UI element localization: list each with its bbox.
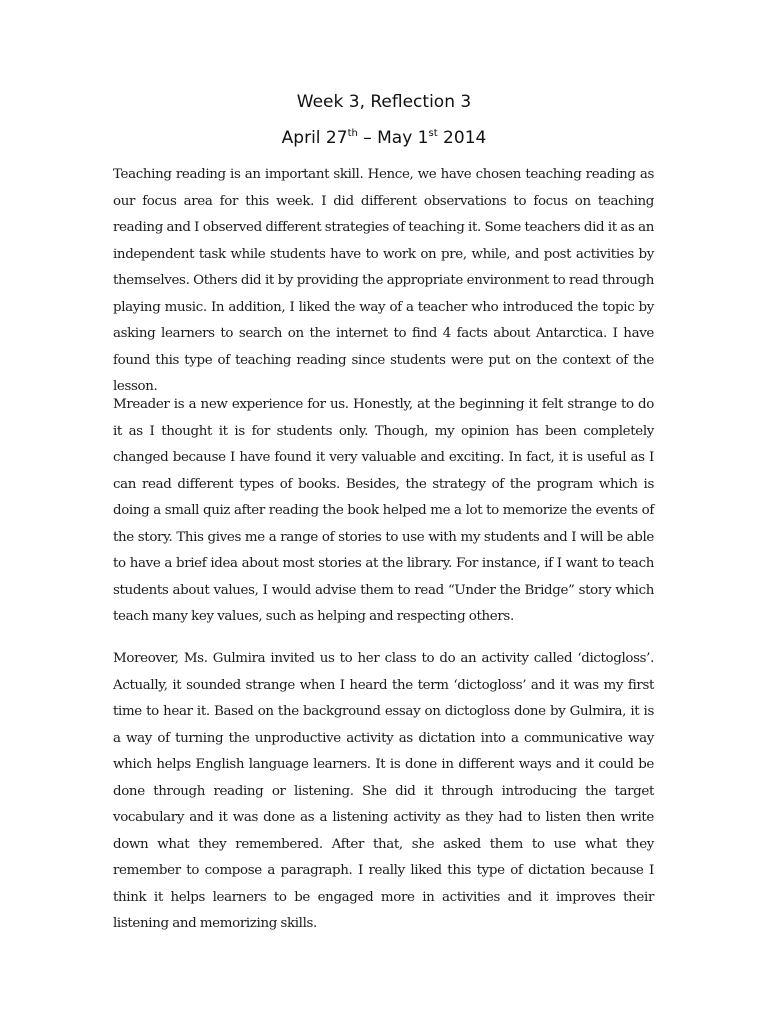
paragraph-dictogloss: Moreover, Ms. Gulmira invited us to her class to do an activity called ‘dictogloss’. Actually, it sounded strange when I heard the term ‘dictogloss’ and it was my first time to hear it. Based on the background essay on dictogloss done by Gulmira, it is a way of turning the unproductive activity as dictation into a communicative way which helps English language learners. It is done in different ways and it could be done through reading or listening. She did it through introducing the target vocabulary and it was done as a listening activity as they had to listen then write down what they remembered. After that, she asked them to use what they remember to compose a paragraph. I really liked this type of dictation because I think it helps learners to be engaged more in activities and it improves their listening and memorizing skills. [113,651,654,931]
end-date: – May 1 [357,128,429,148]
paragraph-mreader: Mreader is a new experience for us. Honestly, at the beginning it felt strange to do it as I thought it is for students only. Though, my opinion has been completely changed because I have found it very valuable and exciting. In fact, it is useful as I can read different types of books. Besides, the strategy of the program which is doing a small quiz after reading the book helped me a lot to memorize the events of the story. This gives me a range of stories to use with my students and I will be able to have a brief idea about most stories at the library. For instance, if I want to teach students about values, I would advise them to read “Under the Bridge” story which teach many key values, such as helping and respecting others. [113,397,654,624]
page-title: Week 3, Reflection 3 [296,92,472,112]
year: 2014 [437,128,487,148]
date-range [0,128,768,148]
start-date-suffix: th [347,128,358,139]
start-date: April 27 [281,128,348,148]
paragraph-teaching-reading: Teaching reading is an important skill. Hence, we have chosen teaching reading as our focus area for this week. I did different observations to focus on teaching reading and I observed different strategies of teaching it. Some teachers did it as an independent task while students have to work on pre, while, and post activities by themselves. Others did it by providing the appropriate environment to read through playing music. In addition, I liked the way of a teacher who introduced the topic by asking learners to search on the internet to find 4 facts about Antarctica. I have found this type of teaching reading since students were put on the context of the lesson. [113,167,654,394]
end-date-suffix: st [428,128,438,139]
